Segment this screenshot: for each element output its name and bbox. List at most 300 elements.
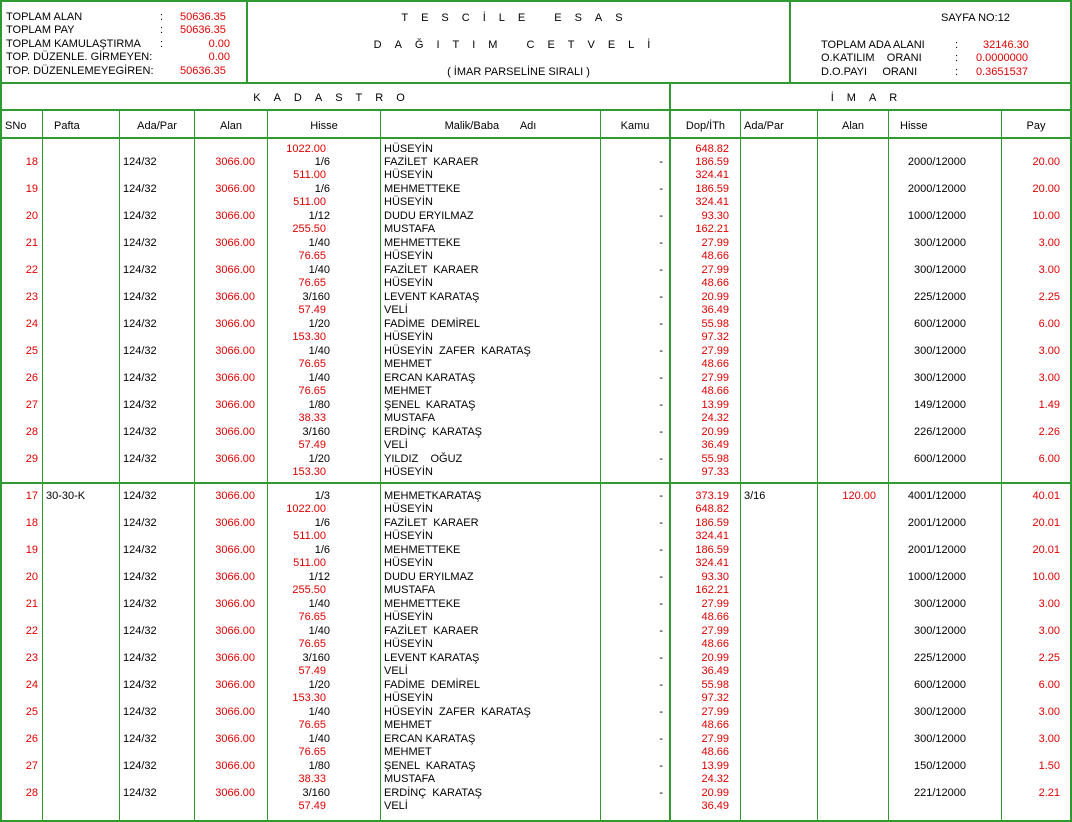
alan: 3066.00: [215, 571, 255, 583]
kamu: -: [659, 426, 663, 438]
alan: 3066.00: [215, 787, 255, 799]
baba-adi: HÜSEYİN: [384, 466, 433, 478]
kamu: -: [659, 544, 663, 556]
alan: 3066.00: [215, 291, 255, 303]
dop-ith-value: 97.32: [701, 331, 729, 343]
hisse-alan: 511.00: [293, 196, 326, 208]
col-header-malik: Malik/Baba Adı: [444, 120, 537, 132]
kamu: -: [659, 237, 663, 249]
sno: 19: [25, 544, 38, 556]
malik-adi: MEHMETTEKE: [384, 237, 461, 249]
dop-ith-value: 36.49: [701, 439, 729, 451]
imar-ada-par: 3/16: [744, 490, 766, 502]
imar-hisse: 225/12000: [914, 652, 966, 664]
ada-par: 124/32: [123, 706, 157, 718]
baba-adi: MEHMET: [384, 719, 432, 731]
baba-adi: HÜSEYİN: [384, 169, 433, 181]
imar-hisse: 1000/12000: [907, 210, 966, 222]
dop-ith-value: 27.99: [701, 264, 729, 276]
dop-ith-value: 324.41: [695, 557, 729, 569]
pay: 2.26: [1038, 426, 1060, 438]
document-title: TESCİLE ESAS: [401, 12, 636, 24]
page-info-value-ada-alani: 32146.30: [983, 39, 1029, 51]
ada-par: 124/32: [123, 318, 157, 330]
col-header-pay: Pay: [1026, 120, 1046, 132]
baba-adi: MUSTAFA: [384, 584, 436, 596]
malik-adi: YILDIZ OĞUZ: [384, 453, 463, 465]
baba-adi: HÜSEYİN: [384, 530, 433, 542]
sno: 23: [25, 291, 38, 303]
dop-ith-value: 20.99: [701, 291, 729, 303]
hisse-alan: 38.33: [298, 773, 326, 785]
dop-ith-value: 55.98: [701, 318, 729, 330]
hisse: 1/12: [308, 571, 330, 583]
hisse-alan: 153.30: [292, 466, 326, 478]
hisse-alan: 511.00: [293, 557, 326, 569]
sno: 19: [25, 183, 38, 195]
section-kadastro: KADASTRO: [253, 92, 418, 104]
imar-hisse: 221/12000: [914, 787, 966, 799]
hisse-alan: 153.30: [292, 331, 326, 343]
kamu: -: [659, 318, 663, 330]
page-info-value-katilim: 0.0000000: [976, 52, 1028, 64]
alan: 3066.00: [215, 517, 255, 529]
baba-adi: VELİ: [384, 800, 408, 812]
baba-adi: HÜSEYİN: [384, 503, 433, 515]
hisse-alan: 57.49: [298, 800, 326, 812]
alan: 3066.00: [215, 156, 255, 168]
dop-ith-value: 20.99: [701, 787, 729, 799]
ada-par: 124/32: [123, 733, 157, 745]
dop-ith-value: 648.82: [695, 143, 729, 155]
pay: 3.00: [1038, 372, 1060, 384]
sno: 21: [25, 237, 38, 249]
ada-par: 124/32: [123, 426, 157, 438]
dop-ith-value: 24.32: [701, 773, 729, 785]
malik-adi: MEHMETKARATAŞ: [384, 490, 482, 502]
hisse: 1/3: [314, 490, 330, 502]
kamu: -: [659, 210, 663, 222]
ada-par: 124/32: [123, 345, 157, 357]
hisse: 3/160: [302, 426, 330, 438]
pay: 40.01: [1032, 490, 1060, 502]
sno: 28: [25, 426, 38, 438]
ada-par: 124/32: [123, 544, 157, 556]
dop-ith-value: 48.66: [701, 638, 729, 650]
ada-par: 124/32: [123, 291, 157, 303]
baba-adi: HÜSEYİN: [384, 277, 433, 289]
dop-ith-value: 27.99: [701, 345, 729, 357]
pay: 2.25: [1038, 291, 1060, 303]
ada-par: 124/32: [123, 652, 157, 664]
dop-ith-value: 27.99: [701, 625, 729, 637]
baba-adi: HÜSEYİN: [384, 196, 433, 208]
hisse-alan: 57.49: [298, 439, 326, 451]
hisse: 1/12: [308, 210, 330, 222]
imar-hisse: 300/12000: [914, 264, 966, 276]
baba-adi: HÜSEYİN: [384, 331, 433, 343]
summary-sep: :: [160, 38, 164, 50]
dop-ith-value: 48.66: [701, 385, 729, 397]
alan: 3066.00: [215, 399, 255, 411]
ada-par: 124/32: [123, 760, 157, 772]
summary-label-kamulastirma: TOPLAM KAMULAŞTIRMA: [6, 38, 141, 50]
sno: 17: [25, 490, 38, 502]
sno: 22: [25, 625, 38, 637]
sno: 18: [25, 156, 38, 168]
hisse-alan: 1022.00: [286, 143, 326, 155]
hisse: 1/40: [308, 372, 330, 384]
malik-adi: ŞENEL KARATAŞ: [384, 760, 476, 772]
summary-sep: :: [160, 24, 164, 36]
malik-adi: HÜSEYİN ZAFER KARATAŞ: [384, 345, 531, 357]
alan: 3066.00: [215, 372, 255, 384]
summary-sep: :: [160, 11, 164, 23]
page-info-label-do-payi: D.O.PAYI ORANI: [821, 66, 918, 78]
col-header-pafta: Pafta: [54, 120, 80, 132]
baba-adi: HÜSEYİN: [384, 557, 433, 569]
pay: 3.00: [1038, 237, 1060, 249]
malik-adi: FADİME DEMİREL: [384, 679, 480, 691]
alan: 3066.00: [215, 345, 255, 357]
kamu: -: [659, 787, 663, 799]
hisse: 1/40: [308, 264, 330, 276]
kamu: -: [659, 453, 663, 465]
dop-ith-value: 48.66: [701, 611, 729, 623]
sno: 22: [25, 264, 38, 276]
imar-hisse: 300/12000: [914, 625, 966, 637]
sno: 18: [25, 517, 38, 529]
dop-ith-value: 36.49: [701, 800, 729, 812]
dop-ith-value: 48.66: [701, 746, 729, 758]
baba-adi: HÜSEYİN: [384, 250, 433, 262]
dop-ith-value: 93.30: [701, 210, 729, 222]
imar-hisse: 4001/12000: [907, 490, 966, 502]
pay: 3.00: [1038, 625, 1060, 637]
imar-hisse: 2000/12000: [907, 156, 966, 168]
imar-hisse: 300/12000: [914, 733, 966, 745]
summary-value-girmeyen: 0.00: [208, 51, 230, 63]
sno: 27: [25, 399, 38, 411]
hisse: 3/160: [302, 291, 330, 303]
section-imar: İMAR: [830, 92, 911, 104]
imar-hisse: 2000/12000: [907, 183, 966, 195]
hisse-alan: 255.50: [292, 584, 326, 596]
malik-adi: HÜSEYİN ZAFER KARATAŞ: [384, 706, 531, 718]
hisse: 1/40: [308, 625, 330, 637]
alan: 3066.00: [215, 318, 255, 330]
kamu: -: [659, 345, 663, 357]
dop-ith-value: 48.66: [701, 277, 729, 289]
dop-ith-value: 186.59: [695, 156, 729, 168]
col-header-imar-adapar: Ada/Par: [744, 120, 784, 132]
hisse: 1/40: [308, 733, 330, 745]
malik-adi: ŞENEL KARATAŞ: [384, 399, 476, 411]
page-info-sep: :: [955, 39, 959, 51]
summary-value-kamulastirma: 0.00: [208, 38, 230, 50]
dop-ith-value: 48.66: [701, 719, 729, 731]
page-info-value-do-payi: 0.3651537: [976, 66, 1028, 78]
alan: 3066.00: [215, 264, 255, 276]
ada-par: 124/32: [123, 787, 157, 799]
hisse: 1/40: [308, 345, 330, 357]
hisse-alan: 76.65: [298, 746, 326, 758]
dop-ith-value: 27.99: [701, 237, 729, 249]
imar-hisse: 600/12000: [914, 679, 966, 691]
sno: 27: [25, 760, 38, 772]
malik-adi: MEHMETTEKE: [384, 598, 461, 610]
page-number: SAYFA NO:12: [941, 12, 1010, 24]
sno: 24: [25, 318, 38, 330]
malik-adi: ERDİNÇ KARATAŞ: [384, 787, 482, 799]
hisse-alan: 76.65: [298, 611, 326, 623]
summary-label-girmeyen: TOP. DÜZENLE. GİRMEYEN:: [6, 51, 153, 63]
baba-adi: HÜSEYİN: [384, 143, 433, 155]
ada-par: 124/32: [123, 453, 157, 465]
dop-ith-value: 27.99: [701, 598, 729, 610]
alan: 3066.00: [215, 210, 255, 222]
dop-ith-value: 20.99: [701, 426, 729, 438]
sno: 25: [25, 706, 38, 718]
imar-hisse: 1000/12000: [907, 571, 966, 583]
baba-adi: HÜSEYİN: [384, 611, 433, 623]
imar-hisse: 600/12000: [914, 453, 966, 465]
col-header-imar-alan: Alan: [841, 120, 865, 132]
hisse: 1/40: [308, 237, 330, 249]
dop-ith-value: 13.99: [701, 760, 729, 772]
pafta: 30-30-K: [46, 490, 86, 502]
document-subtitle: DAĞITIM CETVELİ: [373, 39, 664, 51]
hisse: 1/6: [314, 156, 330, 168]
sno: 25: [25, 345, 38, 357]
baba-adi: MUSTAFA: [384, 773, 436, 785]
dop-ith-value: 24.32: [701, 412, 729, 424]
ada-par: 124/32: [123, 183, 157, 195]
hisse: 1/20: [308, 679, 330, 691]
baba-adi: MUSTAFA: [384, 412, 436, 424]
pay: 3.00: [1038, 706, 1060, 718]
hisse: 1/80: [308, 760, 330, 772]
hisse-alan: 57.49: [298, 304, 326, 316]
document-sort-note: ( İMAR PARSELİNE SIRALI ): [447, 66, 590, 78]
hisse: 1/6: [314, 183, 330, 195]
hisse: 1/40: [308, 598, 330, 610]
dop-ith-value: 27.99: [701, 372, 729, 384]
imar-hisse: 300/12000: [914, 598, 966, 610]
kamu: -: [659, 625, 663, 637]
hisse-alan: 511.00: [293, 169, 326, 181]
imar-hisse: 149/12000: [914, 399, 966, 411]
col-header-kamu: Kamu: [620, 120, 650, 132]
dop-ith-value: 93.30: [701, 571, 729, 583]
hisse-alan: 57.49: [298, 665, 326, 677]
kamu: -: [659, 517, 663, 529]
dop-ith-value: 186.59: [695, 183, 729, 195]
sno: 23: [25, 652, 38, 664]
ada-par: 124/32: [123, 264, 157, 276]
kamu: -: [659, 291, 663, 303]
pay: 3.00: [1038, 733, 1060, 745]
pay: 3.00: [1038, 598, 1060, 610]
page-info-sep: :: [955, 66, 959, 78]
dop-ith-value: 48.66: [701, 250, 729, 262]
kamu: -: [659, 372, 663, 384]
dop-ith-value: 13.99: [701, 399, 729, 411]
imar-alan: 120.00: [842, 490, 876, 502]
baba-adi: MEHMET: [384, 358, 432, 370]
kamu: -: [659, 183, 663, 195]
pay: 6.00: [1038, 318, 1060, 330]
malik-adi: FAZİLET KARAER: [384, 625, 479, 637]
sno: 20: [25, 571, 38, 583]
alan: 3066.00: [215, 679, 255, 691]
dop-ith-value: 36.49: [701, 665, 729, 677]
ada-par: 124/32: [123, 625, 157, 637]
imar-hisse: 2001/12000: [907, 544, 966, 556]
sno: 21: [25, 598, 38, 610]
hisse-alan: 76.65: [298, 385, 326, 397]
malik-adi: MEHMETTEKE: [384, 183, 461, 195]
imar-hisse: 300/12000: [914, 237, 966, 249]
hisse: 1/20: [308, 318, 330, 330]
malik-adi: DUDU ERYILMAZ: [384, 210, 474, 222]
baba-adi: MEHMET: [384, 746, 432, 758]
dop-ith-value: 20.99: [701, 652, 729, 664]
dop-ith-value: 162.21: [695, 223, 729, 235]
kamu: -: [659, 760, 663, 772]
dop-ith-value: 324.41: [695, 196, 729, 208]
hisse-alan: 1022.00: [286, 503, 326, 515]
dop-ith-value: 27.99: [701, 706, 729, 718]
malik-adi: LEVENT KARATAŞ: [384, 291, 480, 303]
summary-value-giren: 50636.35: [180, 65, 226, 77]
dop-ith-value: 162.21: [695, 584, 729, 596]
hisse: 1/6: [314, 517, 330, 529]
pay: 1.49: [1038, 399, 1060, 411]
malik-adi: MEHMETTEKE: [384, 544, 461, 556]
page-info-label-katilim: O.KATILIM ORANI: [821, 52, 922, 64]
summary-label-toplam-alan: TOPLAM ALAN: [6, 11, 83, 23]
ada-par: 124/32: [123, 517, 157, 529]
hisse-alan: 153.30: [292, 692, 326, 704]
alan: 3066.00: [215, 625, 255, 637]
kamu: -: [659, 571, 663, 583]
alan: 3066.00: [215, 652, 255, 664]
dop-ith-value: 55.98: [701, 679, 729, 691]
ada-par: 124/32: [123, 490, 157, 502]
sno: 29: [25, 453, 38, 465]
kamu: -: [659, 652, 663, 664]
hisse-alan: 38.33: [298, 412, 326, 424]
hisse: 3/160: [302, 652, 330, 664]
malik-adi: LEVENT KARATAŞ: [384, 652, 480, 664]
hisse-alan: 76.65: [298, 638, 326, 650]
dop-ith-value: 186.59: [695, 544, 729, 556]
kamu: -: [659, 733, 663, 745]
imar-hisse: 226/12000: [914, 426, 966, 438]
alan: 3066.00: [215, 237, 255, 249]
baba-adi: MUSTAFA: [384, 223, 436, 235]
dop-ith-value: 97.33: [701, 466, 729, 478]
baba-adi: VELİ: [384, 304, 408, 316]
imar-hisse: 225/12000: [914, 291, 966, 303]
malik-adi: DUDU ERYILMAZ: [384, 571, 474, 583]
sno: 20: [25, 210, 38, 222]
pay: 10.00: [1032, 571, 1060, 583]
baba-adi: VELİ: [384, 665, 408, 677]
hisse-alan: 511.00: [293, 530, 326, 542]
kamu: -: [659, 399, 663, 411]
alan: 3066.00: [215, 706, 255, 718]
dop-ith-value: 324.41: [695, 169, 729, 181]
sno: 26: [25, 372, 38, 384]
sno: 26: [25, 733, 38, 745]
alan: 3066.00: [215, 733, 255, 745]
pay: 20.01: [1032, 517, 1060, 529]
page-info-label-ada-alani: TOPLAM ADA ALANI: [821, 39, 925, 51]
col-header-alan: Alan: [219, 120, 243, 132]
pay: 20.00: [1032, 156, 1060, 168]
ada-par: 124/32: [123, 237, 157, 249]
dop-ith-value: 27.99: [701, 733, 729, 745]
alan: 3066.00: [215, 760, 255, 772]
alan: 3066.00: [215, 544, 255, 556]
hisse-alan: 255.50: [292, 223, 326, 235]
ada-par: 124/32: [123, 571, 157, 583]
ada-par: 124/32: [123, 598, 157, 610]
ada-par: 124/32: [123, 156, 157, 168]
hisse: 1/40: [308, 706, 330, 718]
sno: 28: [25, 787, 38, 799]
pay: 6.00: [1038, 679, 1060, 691]
imar-hisse: 600/12000: [914, 318, 966, 330]
kamu: -: [659, 264, 663, 276]
col-header-sno: SNo: [5, 120, 27, 132]
col-header-imar-hisse: Hisse: [900, 120, 928, 132]
hisse-alan: 76.65: [298, 719, 326, 731]
summary-value-toplam-pay: 50636.35: [180, 24, 226, 36]
imar-hisse: 150/12000: [914, 760, 966, 772]
col-header-adapar: Ada/Par: [137, 120, 177, 132]
alan: 3066.00: [215, 453, 255, 465]
ada-par: 124/32: [123, 679, 157, 691]
dop-ith-value: 186.59: [695, 517, 729, 529]
imar-hisse: 300/12000: [914, 345, 966, 357]
hisse-alan: 76.65: [298, 358, 326, 370]
baba-adi: HÜSEYİN: [384, 692, 433, 704]
pay: 3.00: [1038, 264, 1060, 276]
dop-ith-value: 55.98: [701, 453, 729, 465]
hisse: 1/6: [314, 544, 330, 556]
pay: 20.00: [1032, 183, 1060, 195]
hisse-alan: 76.65: [298, 250, 326, 262]
alan: 3066.00: [215, 426, 255, 438]
pay: 1.50: [1038, 760, 1060, 772]
ada-par: 124/32: [123, 399, 157, 411]
malik-adi: FAZİLET KARAER: [384, 156, 479, 168]
alan: 3066.00: [215, 598, 255, 610]
baba-adi: VELİ: [384, 439, 408, 451]
hisse: 3/160: [302, 787, 330, 799]
kamu: -: [659, 156, 663, 168]
hisse-alan: 76.65: [298, 277, 326, 289]
malik-adi: FADİME DEMİREL: [384, 318, 480, 330]
imar-hisse: 300/12000: [914, 372, 966, 384]
dop-ith-value: 373.19: [695, 490, 729, 502]
pay: 2.21: [1038, 787, 1060, 799]
dop-ith-value: 648.82: [695, 503, 729, 515]
summary-label-toplam-pay: TOPLAM PAY: [6, 24, 75, 36]
